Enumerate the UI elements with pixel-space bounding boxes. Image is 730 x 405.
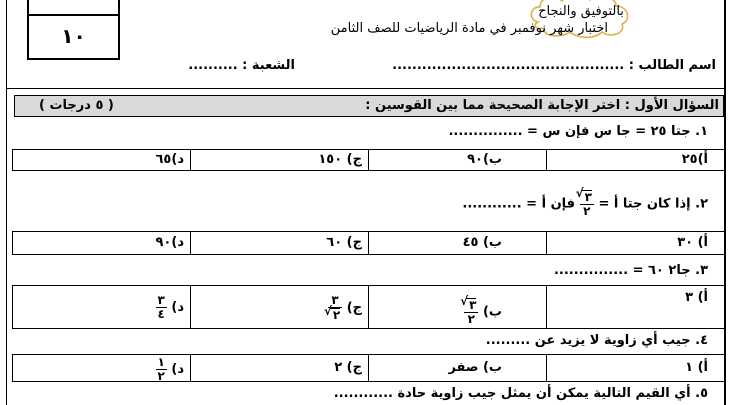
cloud-text: بالتوفيق والنجاح	[538, 4, 624, 19]
option-a[interactable]: أ) ٣٠	[677, 235, 708, 250]
section-line	[188, 58, 295, 73]
section-dots: ..........	[188, 58, 238, 73]
option-a[interactable]: أ) ٣	[685, 290, 708, 305]
option-b[interactable]: ب)٩٠	[467, 152, 502, 167]
option-divider	[190, 286, 191, 328]
option-divider	[546, 355, 547, 381]
option-divider	[190, 232, 191, 254]
question-2-text-before: ٢. إذا كان جتا أ =	[598, 196, 708, 212]
option-divider	[368, 150, 369, 170]
option-d[interactable]: د)٦٥	[155, 152, 184, 167]
student-name-label: اسم الطالب :	[628, 58, 716, 73]
header-divider	[6, 88, 726, 89]
page-border-right	[724, 0, 726, 405]
question-one-marks: ( ٥ درجات )	[39, 98, 114, 113]
option-a[interactable]: أ)٢٥	[681, 152, 708, 167]
option-c-fraction: ٣ √ ٢	[328, 294, 342, 322]
option-b[interactable]: ب) ٤٥	[462, 235, 502, 250]
question-2-fraction-num: √ ٣	[582, 190, 592, 204]
student-name-line	[392, 58, 716, 73]
option-d[interactable]: د) $\frac{١}{٢}$	[157, 355, 184, 383]
option-divider	[190, 150, 191, 170]
option-divider	[368, 355, 369, 381]
question-one-title: السؤال الأول : اختر الإجابة الصحيحة مما بين القوسين :	[365, 98, 719, 113]
option-a[interactable]: أ) ١	[685, 360, 708, 375]
option-divider	[546, 232, 547, 254]
question-2-options	[12, 231, 725, 255]
student-name-dots: ...............................................	[392, 58, 625, 73]
option-c[interactable]: ج) ٦٠	[326, 235, 362, 250]
page-border-left	[6, 0, 7, 405]
score-box	[27, 0, 120, 60]
option-c[interactable]: ج) ٣ √ ٢	[328, 294, 362, 322]
option-b[interactable]: ب) √ $\frac{٣}{٢}$	[464, 298, 502, 326]
question-4-options	[12, 354, 725, 382]
question-5: ٥. أي القيم التالية يمكن أن يمثل جيب زاوية حادة ............	[333, 386, 708, 401]
option-b-fraction: √ $\frac{٣}{٢}$	[464, 298, 478, 326]
option-d[interactable]: د)٩٠	[155, 235, 184, 250]
option-divider	[368, 286, 369, 328]
question-2-fraction	[580, 190, 594, 218]
section-label: الشعبة :	[242, 58, 295, 73]
question-3-options	[12, 285, 725, 329]
test-title: اختبار شهر نوفمبر في مادة الرياضيات للصف الثامن	[330, 21, 608, 36]
question-2	[462, 190, 708, 218]
question-1: ١. جتا ٢٥ = جا س فإن س = ...............	[448, 124, 708, 139]
option-b[interactable]: ب) صفر	[448, 360, 502, 375]
question-2-text-after: فإن أ = ............	[462, 196, 576, 212]
option-c[interactable]: ج) ٢	[334, 360, 362, 375]
question-3: ٣. جا٢ ٦٠ = ...............	[553, 263, 708, 278]
question-one-header	[14, 95, 724, 117]
option-divider	[190, 355, 191, 381]
option-d[interactable]: د) $\frac{٣}{٤}$	[157, 293, 184, 321]
option-divider	[546, 150, 547, 170]
option-divider	[368, 232, 369, 254]
option-d-fraction: $\frac{٣}{٤}$	[157, 293, 165, 321]
option-d-fraction: $\frac{١}{٢}$	[157, 355, 165, 383]
option-divider	[546, 286, 547, 328]
question-2-fraction-den: ٢	[583, 204, 591, 218]
question-1-options	[12, 149, 725, 171]
option-c[interactable]: ج) ١٥٠	[318, 152, 362, 167]
score-value: ١٠	[61, 24, 86, 48]
score-divider	[29, 14, 118, 16]
question-4: ٤. جيب أي زاوية لا يزيد عن .........	[485, 333, 708, 348]
